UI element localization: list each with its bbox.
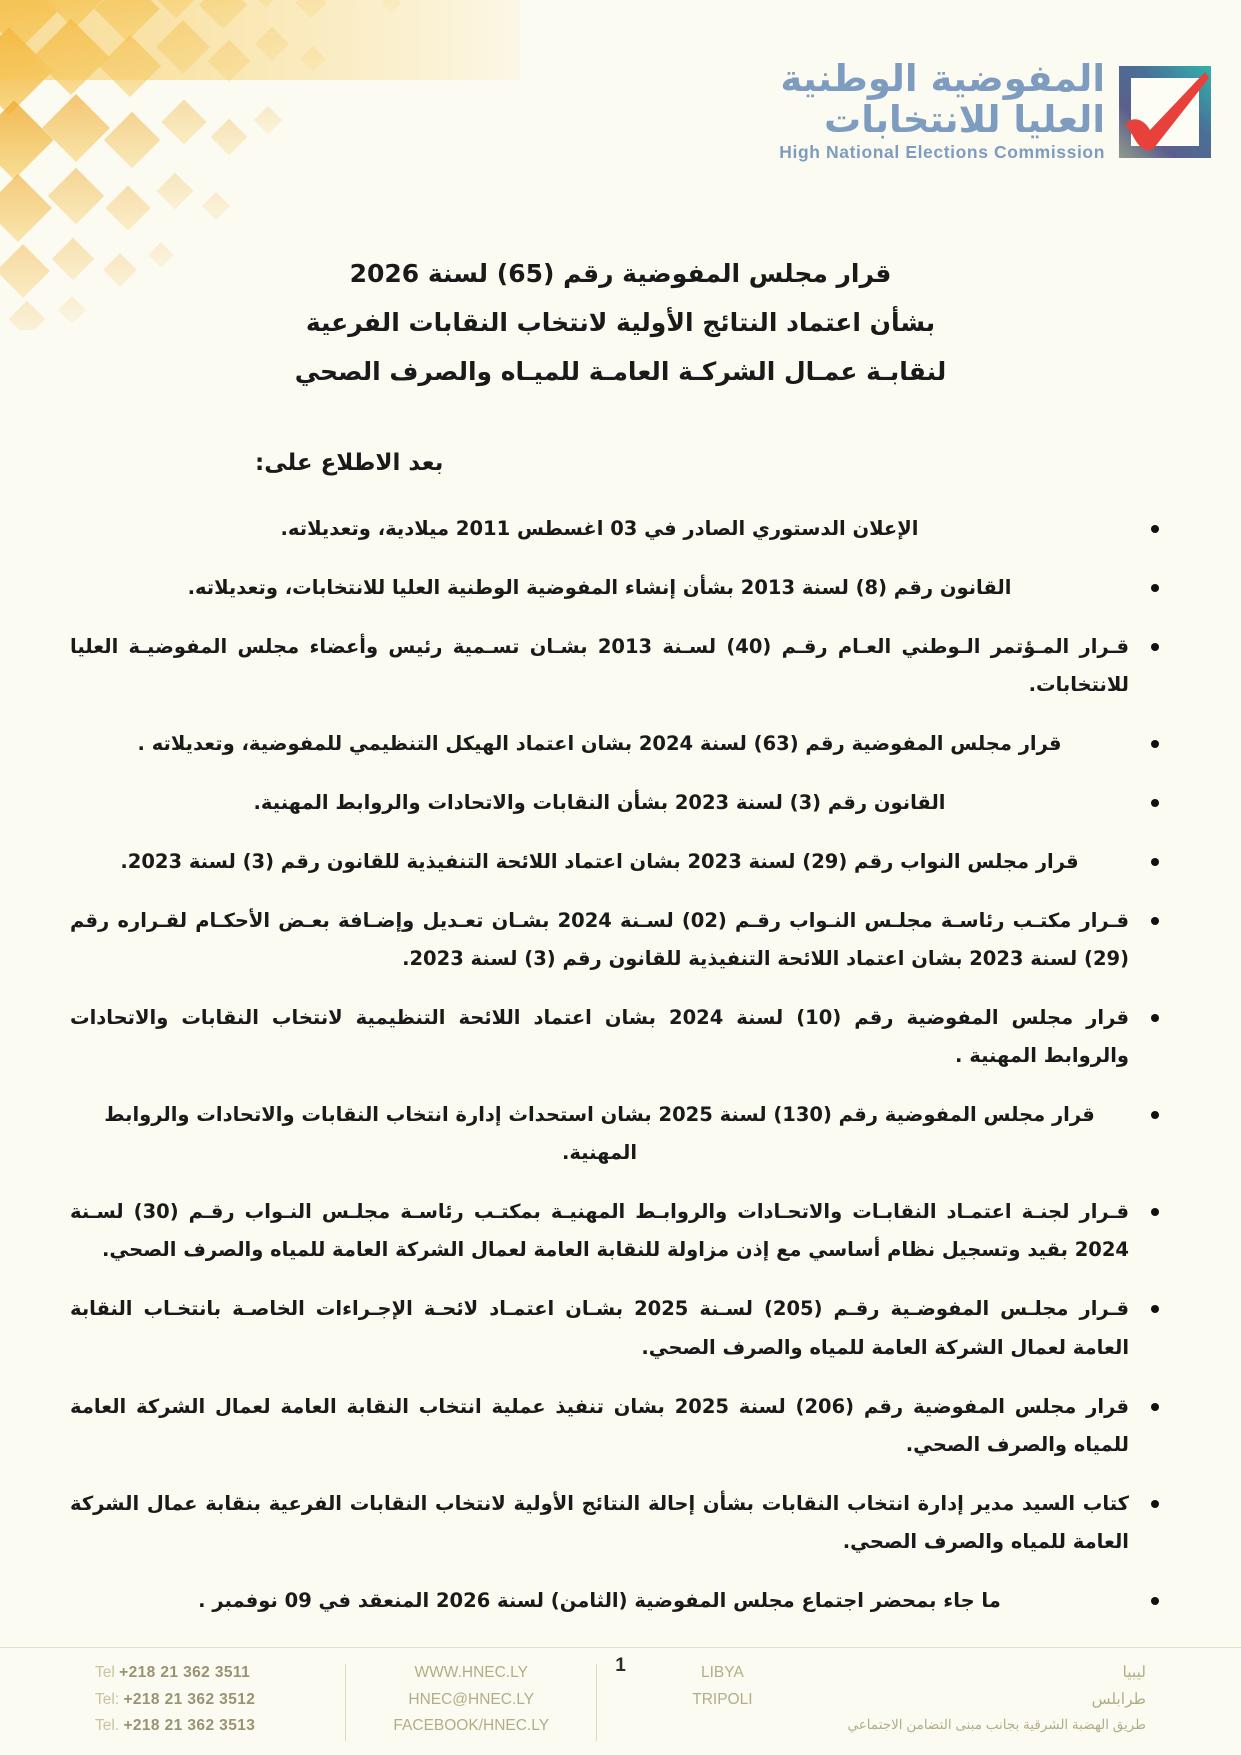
facebook-link[interactable]: FACEBOOK/HNEC.LY — [393, 1717, 550, 1735]
logo-text-block — [779, 57, 1105, 162]
tel-number-2: +218 21 362 3512 — [123, 1690, 256, 1708]
clauses-list — [70, 510, 1171, 1619]
clause-item: قـرار لجنـة اعتمـاد النقابـات والاتحـادات والروابـط المهنيـة بمكتـب رئاسـة مجلـس النـواب رقـم (30) لسـنة 2024 بقيد وتسجيل نظام أساسي مع إذن مزاولة للنقابة العامة لعمال الشركة العامة للمياه والصرف الصحي. — [70, 1193, 1171, 1269]
hnec-logo — [779, 57, 1213, 162]
tel-label-2: Tel: — [95, 1690, 120, 1708]
tel-number-3: +218 21 362 3513 — [123, 1717, 256, 1735]
clause-item: القانون رقم (8) لسنة 2013 بشأن إنشاء المفوضية الوطنية العليا للانتخابات، وتعديلاته. — [70, 569, 1171, 607]
title-line-1: قرار مجلس المفوضية رقم (65) لسنة 2026 — [349, 259, 892, 288]
footer-location-en — [597, 1660, 847, 1713]
clause-item: القانون رقم (3) لسنة 2023 بشأن النقابات والاتحادات والروابط المهنية. — [70, 784, 1171, 822]
country-label-ar: ليبيا — [1122, 1664, 1146, 1681]
tel-label-3: Tel. — [95, 1717, 120, 1735]
footer-web-links — [346, 1660, 596, 1740]
logo-arabic-line-1: المفوضية الوطنية — [780, 57, 1105, 100]
clause-item: قرار مجلس المفوضية رقم (10) لسنة 2024 بشان اعتماد اللائحة التنظيمية لانتخاب النقابات والاتحادات والروابط المهنية . — [70, 999, 1171, 1075]
mosaic-gradient-band — [0, 0, 520, 80]
clause-item: قرار مجلس المفوضية رقم (63) لسنة 2024 بشان اعتماد الهيكل التنظيمي للمفوضية، وتعديلاته . — [70, 725, 1171, 763]
street-address-ar: طريق الهضبة الشرقية بجانب مبنى التضامن الاجتماعي — [847, 1717, 1146, 1733]
document-body — [70, 250, 1171, 1641]
clause-item: الإعلان الدستوري الصادر في 03 اغسطس 2011 ميلادية، وتعديلاته. — [70, 510, 1171, 548]
tel-label-1: Tel — [95, 1664, 115, 1681]
clause-item: قـرار مجلـس المفوضـية رقـم (205) لسـنة 2025 بشـان اعتمـاد لائحـة الإجـراءات الخاصـة بانتخـاب النقابة العامة لعمال الشركة العامة للمياه والصرف الصحي. — [70, 1290, 1171, 1366]
clause-item: ما جاء بمحضر اجتماع مجلس المفوضية (الثامن) لسنة 2026 المنعقد في 09 نوفمبر . — [70, 1582, 1171, 1620]
footer-address-ar — [847, 1660, 1146, 1737]
document-title — [70, 250, 1171, 396]
clause-item: قرار مجلس النواب رقم (29) لسنة 2023 بشان اعتماد اللائحة التنفيذية للقانون رقم (3) لسنة 2023. — [70, 843, 1171, 881]
title-line-3: لنقابـة عمـال الشركـة العامـة للميـاه والصرف الصحي — [294, 356, 947, 386]
checkmark-in-box-icon — [1117, 64, 1213, 160]
clause-item: قرار مجلس المفوضية رقم (130) لسنة 2025 بشان استحداث إدارة انتخاب النقابات والاتحادات والروابط المهنية. — [70, 1096, 1171, 1172]
email-address[interactable]: HNEC@HNEC.LY — [408, 1690, 535, 1708]
document-footer — [0, 1647, 1241, 1755]
clause-item: قـرار المـؤتمر الـوطني العـام رقـم (40) لسـنة 2013 بشـان تسـمية رئيس وأعضاء مجلس المفوضيـة العليا للانتخابات. — [70, 628, 1171, 704]
footer-telephones — [95, 1660, 345, 1740]
title-line-2: بشأن اعتماد النتائج الأولية لانتخاب النقابات الفرعية — [305, 307, 936, 337]
tel-number-1: +218 21 362 3511 — [119, 1664, 251, 1681]
city-label-en: TRIPOLI — [692, 1690, 753, 1708]
logo-arabic-line-2: العليا للانتخابات — [824, 98, 1105, 141]
clause-item: قـرار مكتـب رئاسـة مجلـس النـواب رقـم (02) لسـنة 2024 بشـان تعـديل وإضـافة بعـض الأحكـام لقـراره رقم (29) لسنة 2023 بشان اعتماد اللائحة التنفيذية للقانون رقم (3) لسنة 2023. — [70, 902, 1171, 978]
logo-english-subtitle: High National Elections Commission — [779, 142, 1105, 162]
clause-item: قرار مجلس المفوضية رقم (206) لسنة 2025 بشان تنفيذ عملية انتخاب النقابة العامة لعمال الشركة العامة للمياه والصرف الصحي. — [70, 1388, 1171, 1464]
website-url[interactable]: WWW.HNEC.LY — [414, 1664, 528, 1681]
city-label-ar: طرابلس — [1091, 1690, 1146, 1708]
clause-item: كتاب السيد مدير إدارة انتخاب النقابات بشأن إحالة النتائج الأولية لانتخاب النقابات الفرعية بنقابة عمال الشركة العامة للمياه والصرف الصحي. — [70, 1485, 1171, 1561]
page-number: 1 — [615, 1655, 626, 1676]
country-label-en: LIBYA — [700, 1664, 744, 1681]
preamble-text: بعد الاطلاع على: — [255, 450, 444, 477]
